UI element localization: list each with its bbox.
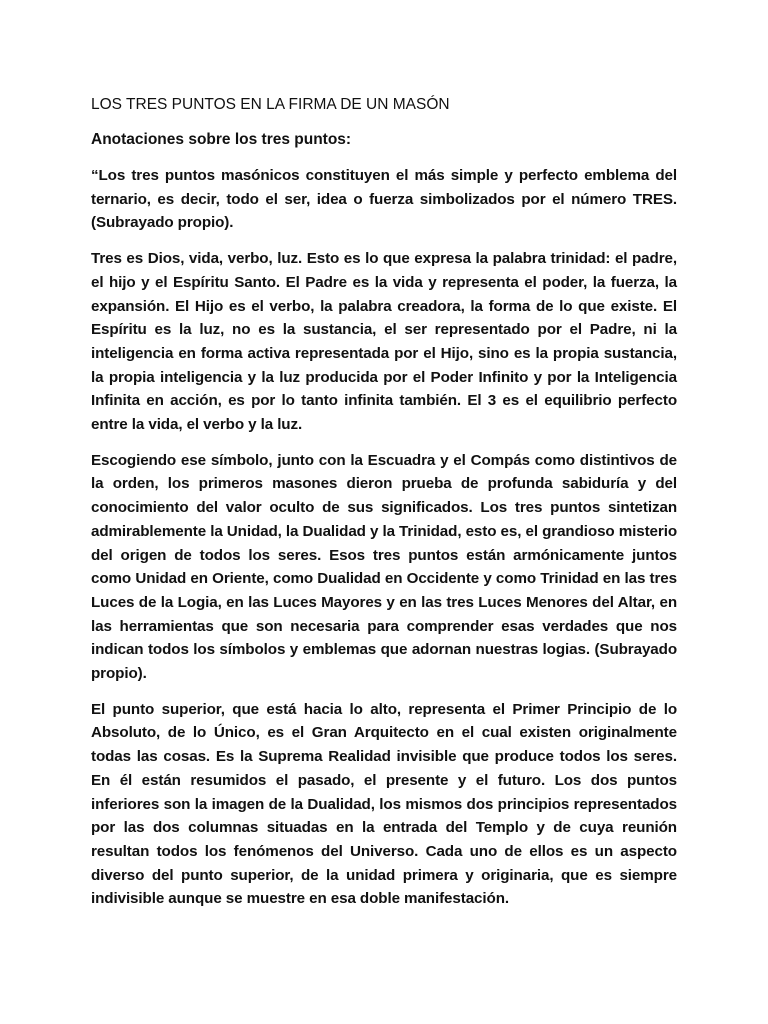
document-subtitle: Anotaciones sobre los tres puntos:: [91, 131, 352, 148]
paragraph-1: “Los tres puntos masónicos constituyen el más simple y perfecto emblema del ternario, es decir, todo el ser, idea o fuerza simbolizados por el número TRES. (Subrayado propio).: [91, 167, 677, 232]
paragraph-2: Tres es Dios, vida, verbo, luz. Esto es lo que expresa la palabra trinidad: el padre, el hijo y el Espíritu Santo. El Padre es la vida y representa el poder, la fuerza, la expansión. El Hijo es el verbo, la palabra creadora, la forma de lo que existe. El Espíritu es la luz, no es la sustancia, el ser representado por el Padre, ni la inteligencia en forma activa representada por el Hijo, sino es la propia sustancia, la propia inteligencia y la luz producida por el Poder Infinito y por la Inteligencia Infinita en acción, es por lo tanto infinita también. El 3 es el equilibrio perfecto entre la vida, el verbo y la luz.: [91, 250, 677, 434]
document-title: LOS TRES PUNTOS EN LA FIRMA DE UN MASÓN: [91, 96, 450, 113]
paragraph-3: Escogiendo ese símbolo, junto con la Escuadra y el Compás como distintivos de la orden, los primeros masones dieron prueba de profunda sabiduría y del conocimiento del valor oculto de sus significados. Los tres puntos sintetizan admirablemente la Unidad, la Dualidad y la Trinidad, esto es, el grandioso misterio del origen de todos los seres. Esos tres puntos están armónicamente juntos como Unidad en Oriente, como Dualidad en Occidente y como Trinidad en las tres Luces de la Logia, en las Luces Mayores y en las tres Luces Menores del Altar, en las herramientas que son necesaria para comprender esas verdades que nos indican todos los símbolos y emblemas que adornan nuestras logias. (Subrayado propio).: [91, 451, 677, 683]
document-page: [91, 94, 677, 923]
paragraph-4: El punto superior, que está hacia lo alto, representa el Primer Principio de lo Absoluto, de lo Único, es el Gran Arquitecto en el cual existen originalmente todas las cosas. Es la Suprema Realidad invisible que produce todos los seres. En él están resumidos el pasado, el presente y el futuro. Los dos puntos inferiores son la imagen de la Dualidad, los mismos dos principios representados por las dos columnas situadas en la entrada del Templo y de cuya reunión resultan todos los fenómenos del Universo. Cada uno de ellos es un aspecto diverso del punto superior, de la unidad primera y originaria, que es siempre indivisible aunque se muestre en esa doble manifestación.: [91, 700, 677, 908]
